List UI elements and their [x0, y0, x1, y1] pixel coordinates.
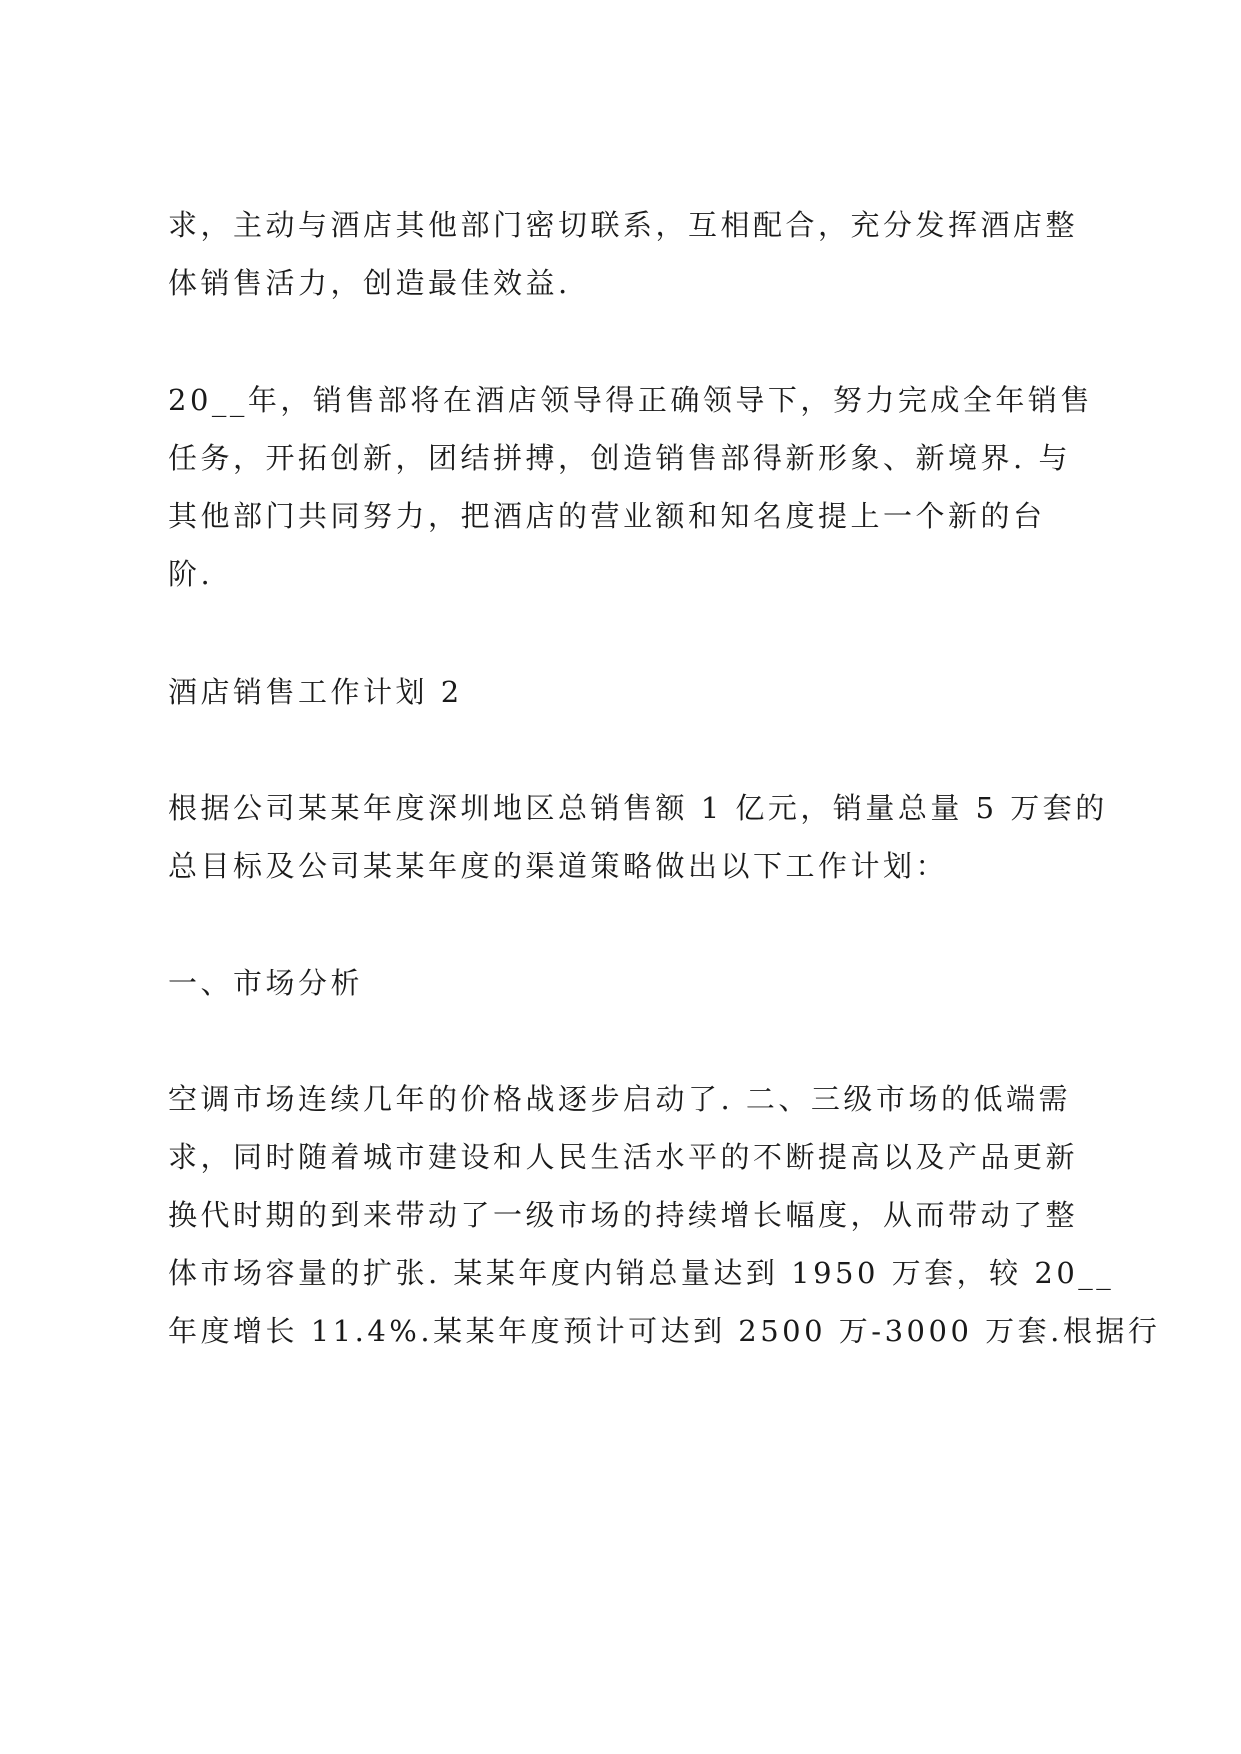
paragraph-line: 求，主动与酒店其他部门密切联系，互相配合，充分发挥酒店整	[168, 208, 1079, 242]
paragraph-line: 20__年，销售部将在酒店领导得正确领导下，努力完成全年销售	[168, 383, 1093, 417]
paragraph-line: 其他部门共同努力，把酒店的营业额和知名度提上一个新的台	[168, 499, 1046, 533]
paragraph-line: 换代时期的到来带动了一级市场的持续增长幅度，从而带动了整	[168, 1198, 1079, 1232]
paragraph-sales-target	[168, 779, 1108, 895]
paragraph-line: 体市场容量的扩张. 某某年度内销总量达到 1950 万套，较 20__	[168, 1256, 1115, 1290]
paragraph-line: 阶.	[168, 557, 214, 591]
paragraph-line: 任务，开拓创新，团结拼搏，创造销售部得新形象、新境界. 与	[168, 441, 1071, 475]
section-heading-plan-2	[168, 663, 1098, 721]
paragraph-annual-goal	[168, 371, 1098, 603]
heading-text: 酒店销售工作计划 2	[168, 675, 463, 709]
heading-text: 一、市场分析	[168, 966, 364, 1000]
paragraph-market-analysis	[168, 1070, 1161, 1360]
paragraph-closing-summary	[168, 196, 1098, 312]
paragraph-line: 总目标及公司某某年度的渠道策略做出以下工作计划：	[168, 849, 949, 883]
paragraph-line: 年度增长 11.4%.某某年度预计可达到 2500 万-3000 万套.根据行	[168, 1314, 1161, 1348]
paragraph-line: 求，同时随着城市建设和人民生活水平的不断提高以及产品更新	[168, 1140, 1079, 1174]
paragraph-line: 空调市场连续几年的价格战逐步启动了. 二、三级市场的低端需	[168, 1082, 1071, 1116]
section-title-market-analysis	[168, 954, 1098, 1012]
paragraph-line: 体销售活力，创造最佳效益.	[168, 266, 571, 300]
paragraph-line: 根据公司某某年度深圳地区总销售额 1 亿元，销量总量 5 万套的	[168, 791, 1108, 825]
